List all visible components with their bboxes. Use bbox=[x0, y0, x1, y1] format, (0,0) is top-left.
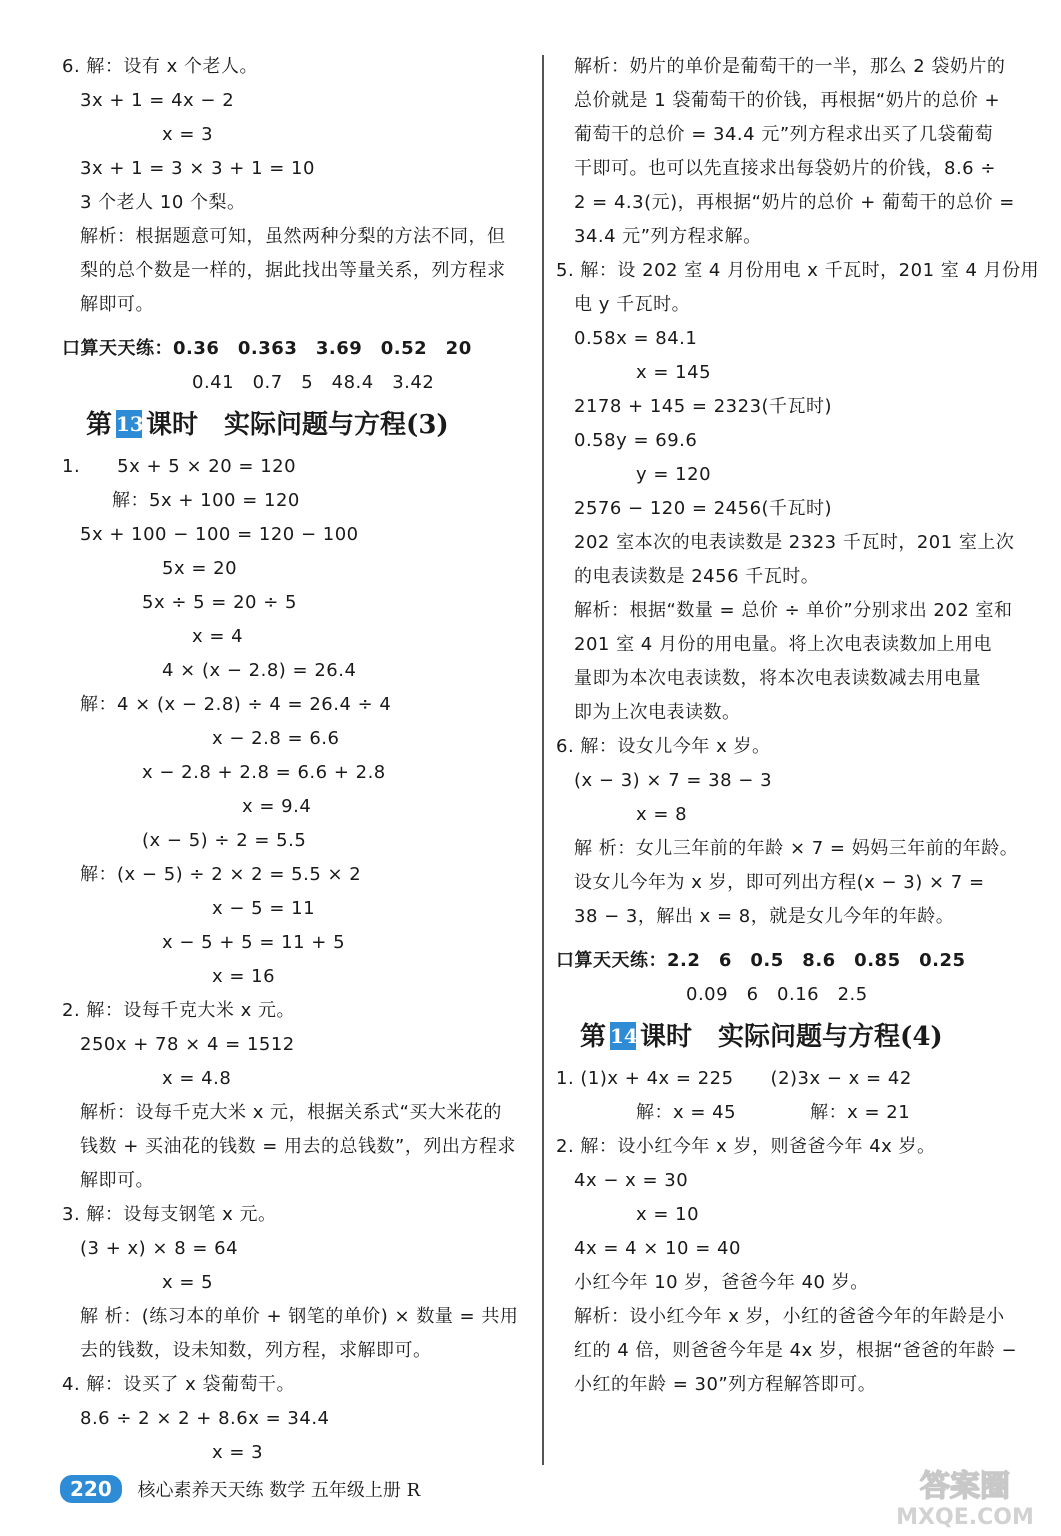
left-q1-heading: 1. 5x + 5 × 20 = 120 bbox=[62, 456, 297, 477]
equation-line: 4x − x = 30 bbox=[574, 1170, 689, 1191]
equation-line: x = 145 bbox=[636, 362, 712, 383]
lesson-title-14 bbox=[556, 1012, 1031, 1062]
equation-line: y = 120 bbox=[636, 464, 712, 485]
equation-line: 解：5x + 100 = 120 bbox=[112, 490, 300, 511]
equation-line: x − 5 + 5 = 11 + 5 bbox=[162, 932, 346, 953]
analysis-line: 去的钱数，设未知数，列方程，求解即可。 bbox=[80, 1340, 432, 1361]
equation-line: 4x = 4 × 10 = 40 bbox=[574, 1238, 741, 1259]
watermark-text: 答案圈 bbox=[920, 1469, 1010, 1504]
analysis-line: 38 − 3，解出 x = 8，就是女儿今年的年龄。 bbox=[574, 906, 955, 927]
equation-line: 3x + 1 = 3 × 3 + 1 = 10 bbox=[80, 158, 315, 179]
analysis-line: 201 室 4 月份的用电量。将上次电表读数加上用电 bbox=[574, 634, 992, 655]
equation-line: x − 2.8 + 2.8 = 6.6 + 2.8 bbox=[142, 762, 386, 783]
right-q1-line: 1. (1)x + 4x = 225 (2)3x − x = 42 bbox=[556, 1068, 912, 1089]
equation-line: x = 9.4 bbox=[242, 796, 312, 817]
analysis-line: 即为上次电表读数。 bbox=[574, 702, 741, 723]
answer-line: 的电表读数是 2456 千瓦时。 bbox=[574, 566, 820, 587]
lesson-number-badge: 14 bbox=[610, 1024, 638, 1048]
analysis-line: 解即可。 bbox=[80, 1170, 154, 1191]
equation-line: 5x = 20 bbox=[162, 558, 238, 579]
left-column bbox=[62, 50, 532, 1470]
left-q3-heading: 3. 解：设每支钢笔 x 元。 bbox=[62, 1204, 277, 1225]
column-divider bbox=[542, 55, 544, 1465]
equation-line: x = 3 bbox=[212, 1442, 264, 1463]
analysis-line: 解即可。 bbox=[80, 294, 154, 315]
left-q4-heading: 4. 解：设买了 x 袋葡萄干。 bbox=[62, 1374, 295, 1395]
lesson-number-badge: 13 bbox=[116, 412, 144, 436]
equation-line: 0.58y = 69.6 bbox=[574, 430, 698, 451]
equation-line: 解：4 × (x − 2.8) ÷ 4 = 26.4 ÷ 4 bbox=[80, 694, 392, 715]
answer-line: 202 室本次的电表读数是 2323 千瓦时，201 室上次 bbox=[574, 532, 1015, 553]
answer-line: 3 个老人 10 个梨。 bbox=[80, 192, 246, 213]
analysis-line: 解析：奶片的单价是葡萄干的一半，那么 2 袋奶片的 bbox=[574, 56, 1006, 77]
analysis-line: 梨的总个数是一样的，据此找出等量关系，列方程求 bbox=[80, 260, 506, 281]
analysis-line: 小红的年龄 = 30”列方程解答即可。 bbox=[574, 1374, 877, 1395]
page-number: 220 bbox=[60, 1475, 122, 1503]
equation-line: 3x + 1 = 4x − 2 bbox=[80, 90, 235, 111]
equation-line: 2178 + 145 = 2323(千瓦时) bbox=[574, 396, 833, 417]
analysis-line: 干即可。也可以先直接求出每袋奶片的价钱，8.6 ÷ bbox=[574, 158, 996, 179]
watermark-url: MXQE.COM bbox=[896, 1505, 1034, 1530]
right-column bbox=[556, 50, 1040, 1402]
equation-line: x = 5 bbox=[162, 1272, 214, 1293]
analysis-line: 量即为本次电表读数，将本次电表读数减去用电量 bbox=[574, 668, 981, 689]
analysis-line: 解析：根据题意可知，虽然两种分梨的方法不同，但 bbox=[80, 226, 506, 247]
left-q6-heading: 6. 解：设有 x 个老人。 bbox=[62, 56, 258, 77]
lesson-suffix: 课时 实际问题与方程(4) bbox=[640, 1022, 943, 1052]
kousuan-line: 0.09 6 0.16 2.5 bbox=[686, 984, 868, 1005]
equation-line: (x − 5) ÷ 2 = 5.5 bbox=[142, 830, 307, 851]
analysis-line: 总价就是 1 袋葡萄干的价钱，再根据“奶片的总价 + bbox=[574, 90, 1001, 111]
equation-line: 8.6 ÷ 2 × 2 + 8.6x = 34.4 bbox=[80, 1408, 330, 1429]
equation-line: x = 4.8 bbox=[162, 1068, 232, 1089]
equation-line: x = 4 bbox=[192, 626, 244, 647]
analysis-line: 钱数 + 买油花的钱数 = 用去的总钱数”，列出方程求 bbox=[80, 1136, 516, 1157]
equation-line: x − 2.8 = 6.6 bbox=[212, 728, 340, 749]
equation-line: 250x + 78 × 4 = 1512 bbox=[80, 1034, 295, 1055]
kousuan-line: 0.41 0.7 5 48.4 3.42 bbox=[192, 372, 435, 393]
watermark-logo bbox=[880, 1462, 1050, 1532]
lesson-prefix: 第 bbox=[580, 1022, 607, 1052]
equation-line: (3 + x) × 8 = 64 bbox=[80, 1238, 239, 1259]
equation-line: x − 5 = 11 bbox=[212, 898, 316, 919]
equation-line: (x − 3) × 7 = 38 − 3 bbox=[574, 770, 773, 791]
equation-line: 5x + 100 − 100 = 120 − 100 bbox=[80, 524, 359, 545]
right-q2-heading: 2. 解：设小红今年 x 岁，则爸爸今年 4x 岁。 bbox=[556, 1136, 936, 1157]
analysis-line: 解 析：女儿三年前的年龄 × 7 = 妈妈三年前的年龄。 bbox=[574, 838, 1019, 859]
equation-line: 0.58x = 84.1 bbox=[574, 328, 698, 349]
kousuan-line: 口算天天练：0.36 0.363 3.69 0.52 20 bbox=[62, 338, 472, 359]
equation-line: 解：(x − 5) ÷ 2 × 2 = 5.5 × 2 bbox=[80, 864, 362, 885]
page-footer bbox=[60, 1475, 420, 1503]
equation-line: x = 10 bbox=[636, 1204, 700, 1225]
kousuan-line: 口算天天练：2.2 6 0.5 8.6 0.85 0.25 bbox=[556, 950, 966, 971]
answer-line: 小红今年 10 岁，爸爸今年 40 岁。 bbox=[574, 1272, 869, 1293]
analysis-line: 2 = 4.3(元)，再根据“奶片的总价 + 葡萄干的总价 = bbox=[574, 192, 1015, 213]
equation-line: x = 3 bbox=[162, 124, 214, 145]
analysis-line: 红的 4 倍，则爸爸今年是 4x 岁，根据“爸爸的年龄 − bbox=[574, 1340, 1018, 1361]
lesson-title-13 bbox=[62, 400, 532, 450]
right-q6-heading: 6. 解：设女儿今年 x 岁。 bbox=[556, 736, 771, 757]
equation-line: 5x ÷ 5 = 20 ÷ 5 bbox=[142, 592, 297, 613]
right-q1-line: 解：x = 45 解：x = 21 bbox=[636, 1102, 911, 1123]
left-q2-heading: 2. 解：设每千克大米 x 元。 bbox=[62, 1000, 295, 1021]
analysis-line: 解 析：(练习本的单价 + 钢笔的单价) × 数量 = 共用 bbox=[80, 1306, 519, 1327]
text-line: 电 y 千瓦时。 bbox=[574, 294, 691, 315]
lesson-suffix: 课时 实际问题与方程(3) bbox=[146, 410, 449, 440]
lesson-prefix: 第 bbox=[86, 410, 113, 440]
equation-line: 4 × (x − 2.8) = 26.4 bbox=[162, 660, 357, 681]
equation-line: 2576 − 120 = 2456(千瓦时) bbox=[574, 498, 833, 519]
analysis-line: 设女儿今年为 x 岁，即可列出方程(x − 3) × 7 = bbox=[574, 872, 985, 893]
analysis-line: 34.4 元”列方程求解。 bbox=[574, 226, 762, 247]
analysis-line: 解析：设每千克大米 x 元，根据关系式“买大米花的 bbox=[80, 1102, 502, 1123]
analysis-line: 解析：根据“数量 = 总价 ÷ 单价”分别求出 202 室和 bbox=[574, 600, 1013, 621]
analysis-line: 葡萄干的总价 = 34.4 元”列方程求出买了几袋葡萄 bbox=[574, 124, 994, 145]
equation-line: x = 16 bbox=[212, 966, 276, 987]
footer-title: 核心素养天天练 数学 五年级上册 R bbox=[137, 1480, 421, 1501]
equation-line: x = 8 bbox=[636, 804, 688, 825]
right-q5-heading: 5. 解：设 202 室 4 月份用电 x 千瓦时，201 室 4 月份用 bbox=[556, 260, 1040, 281]
analysis-line: 解析：设小红今年 x 岁，小红的爸爸今年的年龄是小 bbox=[574, 1306, 1005, 1327]
